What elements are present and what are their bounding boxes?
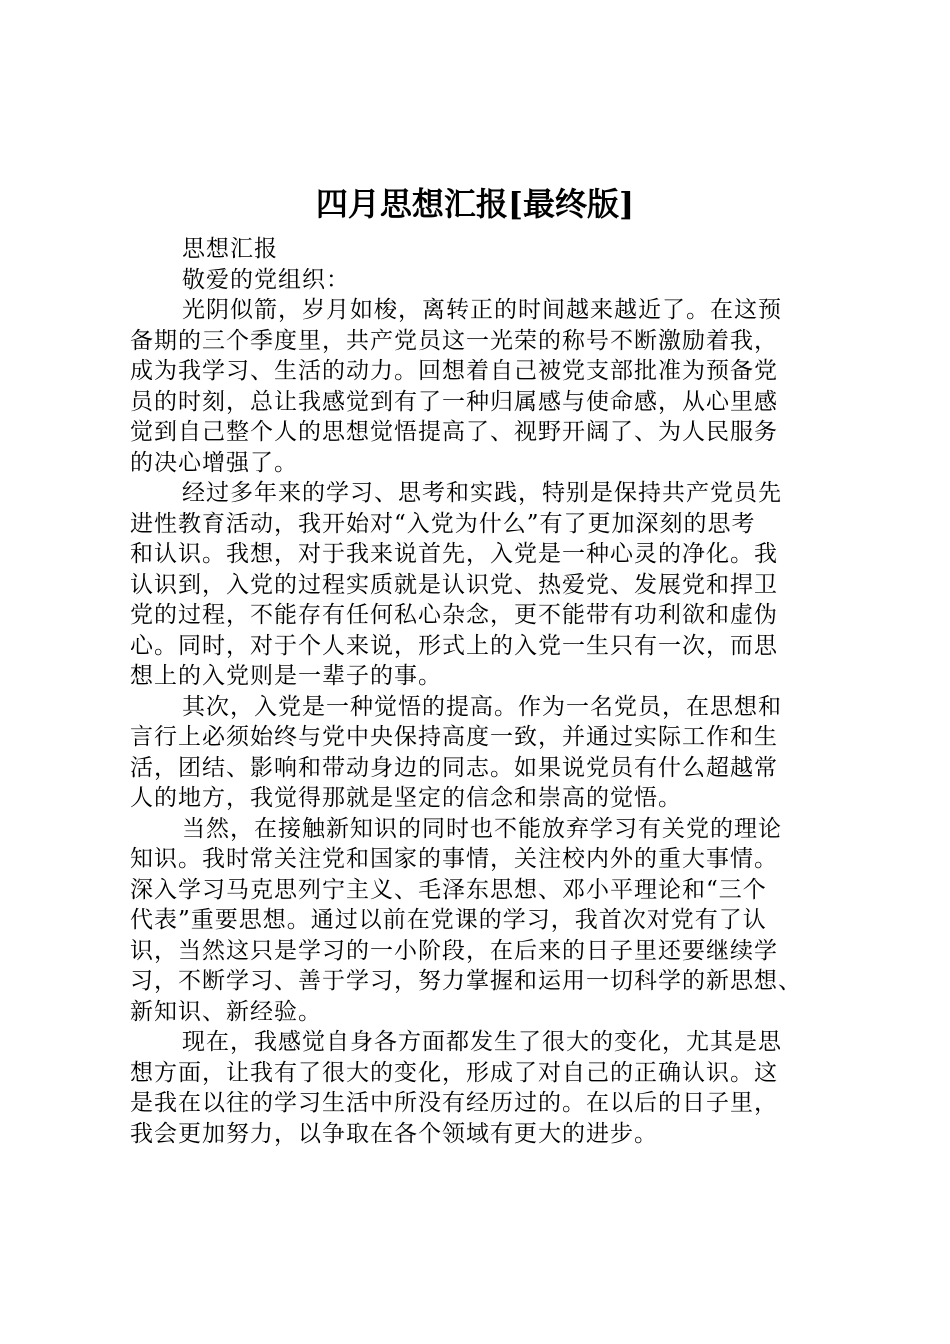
text-line: 知识。我时常关注党和国家的事情，关注校内外的重大事情。: [130, 846, 778, 872]
text-line: 思想汇报: [182, 236, 278, 262]
text-line: 当然，在接触新知识的同时也不能放弃学习有关党的理论: [182, 815, 782, 842]
text-line: 新知识、新经验。: [130, 998, 322, 1025]
text-line: 言行上必须始终与党中央保持高度一致，并通过实际工作和生: [130, 724, 778, 750]
text-line: 光阴似箭，岁月如梭，离转正的时间越来越近了。在这预: [182, 297, 782, 323]
text-line: 想上的入党则是一辈子的事。: [130, 663, 442, 689]
text-line: 和认识。我想，对于我来说首先，入党是一种心灵的净化。我: [130, 541, 778, 567]
text-line: 习，不断学习、善于学习，努力掌握和运用一切科学的新思想、: [130, 968, 802, 994]
text-line: 觉到自己整个人的思想觉悟提高了、视野开阔了、为人民服务: [130, 419, 778, 445]
text-line: 经过多年来的学习、思考和实践，特别是保持共产党员先: [182, 480, 782, 506]
text-line: 心。同时，对于个人来说，形式上的入党一生只有一次，而思: [130, 632, 778, 659]
text-line: 认识到，入党的过程实质就是认识党、热爱党、发展党和捍卫: [130, 571, 778, 598]
text-line: 备期的三个季度里，共产党员这一光荣的称号不断激励着我，: [130, 327, 778, 354]
text-line: 是我在以往的学习生活中所没有经历过的。在以后的日子里，: [130, 1090, 778, 1116]
text-line: 其次，入党是一种觉悟的提高。作为一名党员，在思想和: [182, 693, 782, 720]
page-title: 四月思想汇报[最终版]: [315, 185, 635, 223]
text-line: 的决心增强了。: [130, 449, 298, 476]
text-line: 识，当然这只是学习的一小阶段，在后来的日子里还要继续学: [130, 937, 778, 964]
text-line: 想方面，让我有了很大的变化，形成了对自己的正确认识。这: [130, 1059, 778, 1086]
text-line: 人的地方，我觉得那就是坚定的信念和崇高的觉悟。: [130, 785, 682, 811]
text-line: 深入学习马克思列宁主义、毛泽东思想、邓小平理论和“三个: [130, 876, 767, 903]
text-line: 活，团结、影响和带动身边的同志。如果说党员有什么超越常: [130, 754, 778, 781]
text-line: 成为我学习、生活的动力。回想着自己被党支部批准为预备党: [130, 358, 778, 384]
text-line: 现在，我感觉自身各方面都发生了很大的变化，尤其是思: [182, 1029, 782, 1055]
text-line: 党的过程，不能存有任何私心杂念，更不能带有功利欲和虚伪: [130, 602, 778, 628]
text-line: 我会更加努力，以争取在各个领域有更大的进步。: [130, 1120, 658, 1147]
text-line: 代表”重要思想。通过以前在党课的学习，我首次对党有了认: [130, 907, 767, 933]
document-body: [130, 234, 832, 1149]
text-line: 进性教育活动，我开始对“入党为什么”有了更加深刻的思考: [130, 510, 756, 537]
text-line: 员的时刻，总让我感觉到有了一种归属感与使命感，从心里感: [130, 388, 778, 415]
text-line: 敬爱的党组织：: [182, 266, 350, 293]
